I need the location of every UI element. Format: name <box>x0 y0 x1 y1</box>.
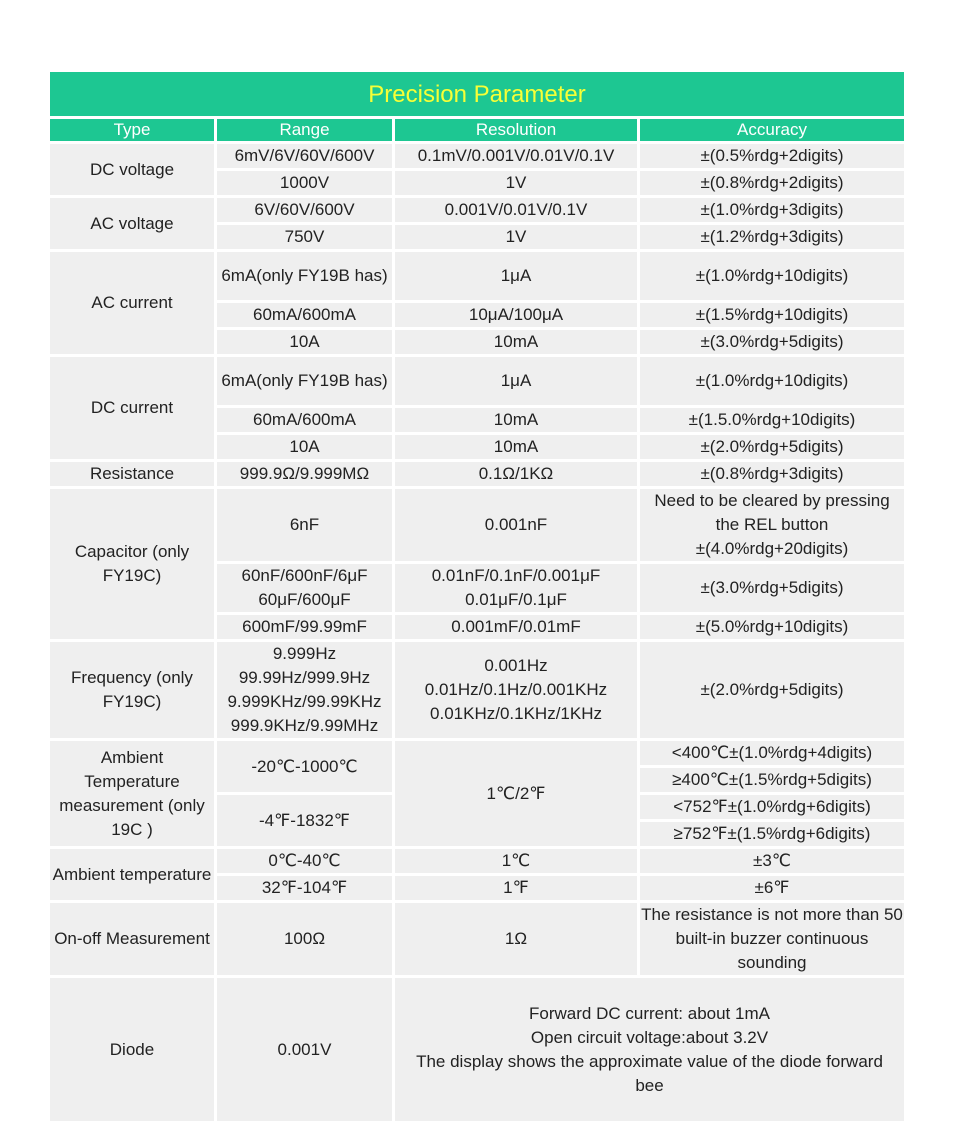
range-cell: -20℃-1000℃ <box>217 741 392 792</box>
resolution-cell: 0.1Ω/1KΩ <box>395 462 637 486</box>
type-cell-ambient-measurement: Ambient Temperature measurement (only 19C ) <box>50 741 214 846</box>
table-title: Precision Parameter <box>50 72 904 116</box>
resolution-cell: 1℃/2℉ <box>395 741 637 846</box>
range-cell: 60mA/600mA <box>217 303 392 327</box>
table-row <box>50 144 904 168</box>
range-line: 9.999KHz/99.99KHz <box>227 692 382 711</box>
type-cell-ac-voltage: AC voltage <box>50 198 214 249</box>
range-cell <box>217 642 392 738</box>
accuracy-cell: ±6℉ <box>640 876 904 900</box>
range-cell: 10A <box>217 435 392 459</box>
accuracy-cell: ±(1.0%rdg+10digits) <box>640 252 904 300</box>
resolution-cell: 1V <box>395 171 637 195</box>
range-cell: 6mA(only FY19B has) <box>217 252 392 300</box>
table-row <box>50 849 904 873</box>
accuracy-cell: <400℃±(1.0%rdg+4digits) <box>640 741 904 765</box>
description-line: Open circuit voltage:about 3.2V <box>530 1027 769 1047</box>
accuracy-cell <box>640 489 904 561</box>
accuracy-cell: ±(1.5.0%rdg+10digits) <box>640 408 904 432</box>
range-line: 99.99Hz/999.9Hz <box>238 668 371 687</box>
header-type: Type <box>50 119 214 141</box>
table-row <box>50 252 904 300</box>
table-row <box>50 741 904 765</box>
table-row <box>50 903 904 975</box>
table-row <box>50 978 904 1121</box>
table-row <box>50 489 904 561</box>
resolution-cell: 0.001mF/0.01mF <box>395 615 637 639</box>
resolution-cell <box>395 642 637 738</box>
accuracy-cell: ±3℃ <box>640 849 904 873</box>
accuracy-cell: ±(3.0%rdg+5digits) <box>640 564 904 612</box>
type-cell-frequency: Frequency (only FY19C) <box>50 642 214 738</box>
resolution-cell <box>395 564 637 612</box>
accuracy-line: Need to be cleared by pressing <box>654 491 890 510</box>
range-cell <box>217 564 392 612</box>
resolution-cell: 1℃ <box>395 849 637 873</box>
resolution-line: 0.01Hz/0.1Hz/0.001KHz <box>424 680 608 699</box>
range-cell: 0.001V <box>217 978 392 1121</box>
table-row <box>50 642 904 738</box>
type-cell-on-off: On-off Measurement <box>50 903 214 975</box>
resolution-cell: 1Ω <box>395 903 637 975</box>
accuracy-line: the REL button <box>715 515 829 534</box>
resolution-cell: 0.001V/0.01V/0.1V <box>395 198 637 222</box>
range-cell: 6V/60V/600V <box>217 198 392 222</box>
accuracy-cell: ±(5.0%rdg+10digits) <box>640 615 904 639</box>
description-line: The display shows the approximate value of the diode forward bee <box>416 1051 883 1095</box>
range-line: 60μF/600μF <box>258 590 351 609</box>
range-cell: 6mV/6V/60V/600V <box>217 144 392 168</box>
header-range: Range <box>217 119 392 141</box>
header-accuracy: Accuracy <box>640 119 904 141</box>
range-cell: 600mF/99.99mF <box>217 615 392 639</box>
range-cell: 750V <box>217 225 392 249</box>
range-cell: 100Ω <box>217 903 392 975</box>
table-row <box>50 357 904 405</box>
range-line: 999.9KHz/9.99MHz <box>230 716 379 735</box>
range-cell: 10A <box>217 330 392 354</box>
resolution-cell: 1℉ <box>395 876 637 900</box>
range-line: 9.999Hz <box>272 644 337 663</box>
header-resolution: Resolution <box>395 119 637 141</box>
accuracy-cell: <752℉±(1.0%rdg+6digits) <box>640 795 904 819</box>
resolution-line: 0.01nF/0.1nF/0.001μF <box>431 566 601 585</box>
accuracy-cell: The resistance is not more than 50 built-in buzzer continuous sounding <box>640 903 904 975</box>
range-cell: 1000V <box>217 171 392 195</box>
range-cell: 0℃-40℃ <box>217 849 392 873</box>
type-cell-capacitor: Capacitor (only FY19C) <box>50 489 214 639</box>
accuracy-cell: ±(0.5%rdg+2digits) <box>640 144 904 168</box>
header-row <box>50 119 904 141</box>
accuracy-cell: ±(1.0%rdg+10digits) <box>640 357 904 405</box>
resolution-cell: 0.1mV/0.001V/0.01V/0.1V <box>395 144 637 168</box>
precision-parameter-panel <box>50 72 904 1121</box>
accuracy-cell: ±(2.0%rdg+5digits) <box>640 642 904 738</box>
type-cell-resistance: Resistance <box>50 462 214 486</box>
accuracy-cell: ±(1.5%rdg+10digits) <box>640 303 904 327</box>
range-cell: 999.9Ω/9.999MΩ <box>217 462 392 486</box>
range-cell: 60mA/600mA <box>217 408 392 432</box>
resolution-line: 0.01KHz/0.1KHz/1KHz <box>430 704 602 723</box>
accuracy-cell: ±(1.2%rdg+3digits) <box>640 225 904 249</box>
resolution-cell: 1μA <box>395 252 637 300</box>
accuracy-cell: ±(3.0%rdg+5digits) <box>640 330 904 354</box>
type-cell-dc-voltage: DC voltage <box>50 144 214 195</box>
accuracy-cell: ±(2.0%rdg+5digits) <box>640 435 904 459</box>
resolution-line: 0.01μF/0.1μF <box>465 590 567 609</box>
resolution-line: 0.001Hz <box>484 656 548 675</box>
range-cell: -4℉-1832℉ <box>217 795 392 846</box>
range-line: 60nF/600nF/6μF <box>241 566 368 585</box>
range-cell: 32℉-104℉ <box>217 876 392 900</box>
diode-description-cell <box>395 978 904 1121</box>
table-row <box>50 462 904 486</box>
accuracy-cell: ±(0.8%rdg+3digits) <box>640 462 904 486</box>
accuracy-line: ±(4.0%rdg+20digits) <box>695 539 849 558</box>
precision-parameter-table <box>47 116 907 1124</box>
resolution-cell: 10μA/100μA <box>395 303 637 327</box>
resolution-cell: 0.001nF <box>395 489 637 561</box>
range-cell: 6nF <box>217 489 392 561</box>
description-line: Forward DC current: about 1mA <box>529 1003 770 1023</box>
type-cell-dc-current: DC current <box>50 357 214 459</box>
accuracy-cell: ±(0.8%rdg+2digits) <box>640 171 904 195</box>
resolution-cell: 10mA <box>395 408 637 432</box>
range-cell: 6mA(only FY19B has) <box>217 357 392 405</box>
accuracy-cell: ≥400℃±(1.5%rdg+5digits) <box>640 768 904 792</box>
type-cell-ac-current: AC current <box>50 252 214 354</box>
resolution-cell: 1V <box>395 225 637 249</box>
resolution-cell: 1μA <box>395 357 637 405</box>
type-cell-diode: Diode <box>50 978 214 1121</box>
type-cell-ambient-temperature: Ambient temperature <box>50 849 214 900</box>
accuracy-cell: ≥752℉±(1.5%rdg+6digits) <box>640 822 904 846</box>
resolution-cell: 10mA <box>395 435 637 459</box>
table-row <box>50 198 904 222</box>
resolution-cell: 10mA <box>395 330 637 354</box>
accuracy-cell: ±(1.0%rdg+3digits) <box>640 198 904 222</box>
